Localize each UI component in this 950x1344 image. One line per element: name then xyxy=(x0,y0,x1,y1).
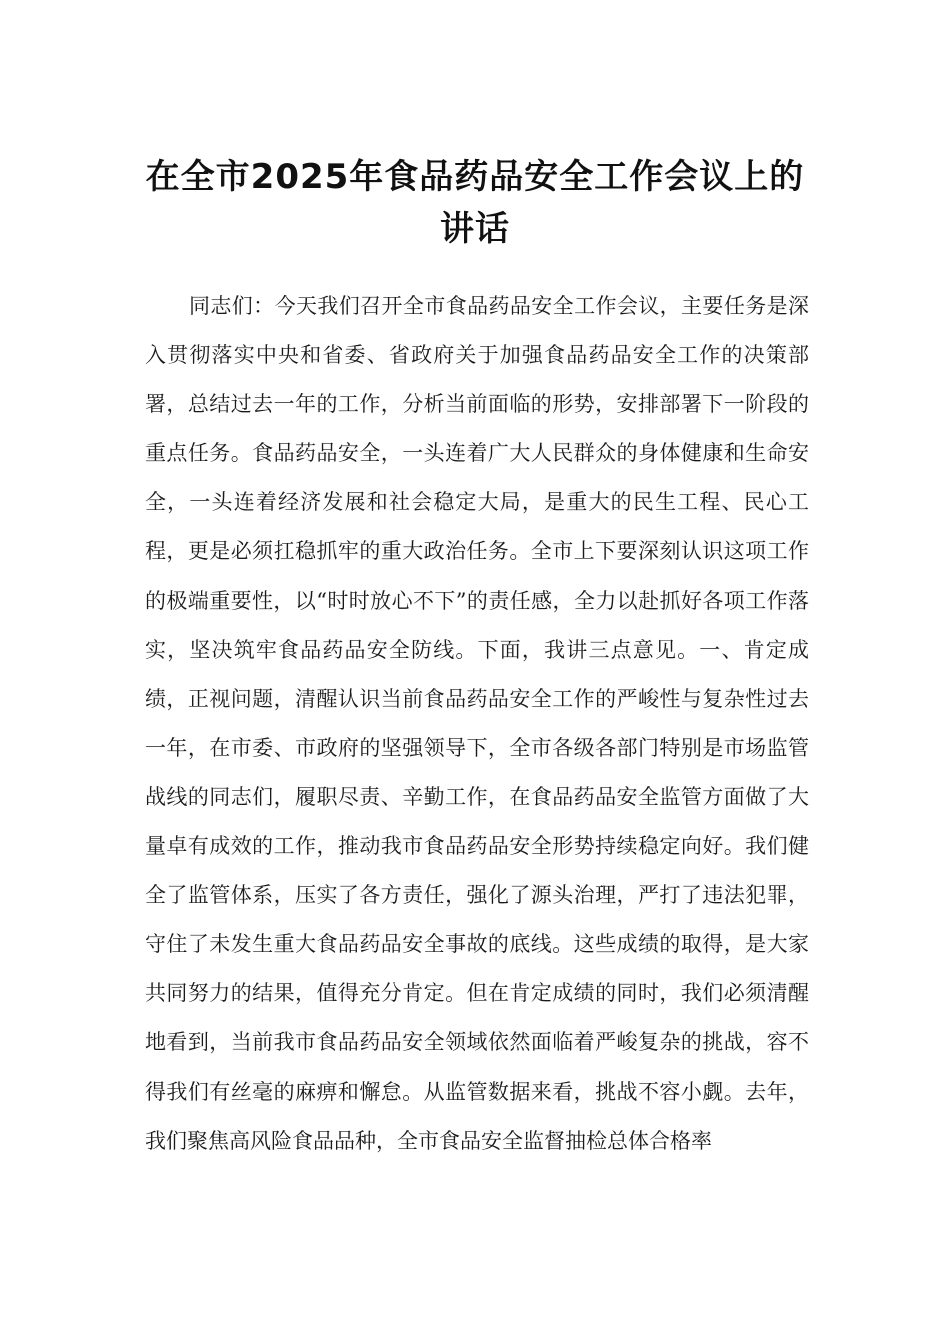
page-title: 在全市2025年食品药品安全工作会议上的讲话 xyxy=(145,156,805,249)
body-paragraph: 同志们：今天我们召开全市食品药品安全工作会议，主要任务是深入贯彻落实中央和省委、省政府关于加强食品药品安全工作的决策部署，总结过去一年的工作，分析当前面临的形势，安排部署下一阶段的重点任务。食品药品安全，一头连着广大人民群众的身体健康和生命安全，一头连着经济发展和社会稳定大局，是重大的民生工程、民心工程，更是必须扛稳抓牢的重大政治任务。全市上下要深刻认识这项工作的极端重要性，以“时时放心不下”的责任感，全力以赴抓好各项工作落实，坚决筑牢食品药品安全防线。下面，我讲三点意见。一、肯定成绩，正视问题，清醒认识当前食品药品安全工作的严峻性与复杂性过去一年，在市委、市政府的坚强领导下，全市各级各部门特别是市场监管战线的同志们，履职尽责、辛勤工作，在食品药品安全监管方面做了大量卓有成效的工作，推动我市食品药品安全形势持续稳定向好。我们健全了监管体系，压实了各方责任，强化了源头治理，严打了违法犯罪，守住了未发生重大食品药品安全事故的底线。这些成绩的取得，是大家共同努力的结果，值得充分肯定。但在肯定成绩的同时，我们必须清醒地看到，当前我市食品药品安全领域依然面临着严峻复杂的挑战，容不得我们有丝毫的麻痹和懈怠。从监管数据来看，挑战不容小觑。去年，我们聚焦高风险食品品种，全市食品安全监督抽检总体合格率 xyxy=(145,294,809,1153)
